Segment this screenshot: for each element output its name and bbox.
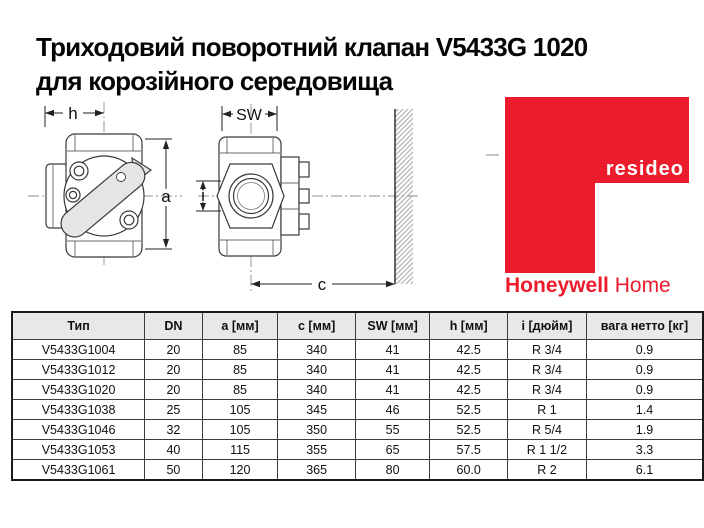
resideo-wordmark: resideo: [605, 158, 684, 180]
dim-label-sw: SW: [236, 107, 262, 124]
table-row: [12, 460, 703, 481]
table-row: [12, 440, 703, 460]
table-cell: 105: [202, 420, 278, 440]
table-cell: 85: [202, 360, 278, 380]
table-cell: 0.9: [586, 360, 703, 380]
column-header: a [мм]: [202, 312, 278, 340]
table-cell: 20: [145, 340, 203, 360]
table-row: [12, 400, 703, 420]
table-cell: 3.3: [586, 440, 703, 460]
table-cell: V5433G1061: [12, 460, 145, 481]
table-cell: R 3/4: [507, 340, 586, 360]
table-cell: 46: [355, 400, 430, 420]
dim-label-h: h: [68, 104, 78, 123]
table-cell: R 3/4: [507, 380, 586, 400]
table-cell: 0.9: [586, 340, 703, 360]
technical-drawing: [0, 0, 430, 300]
table-cell: 1.9: [586, 420, 703, 440]
table-cell: R 1: [507, 400, 586, 420]
table-cell: R 5/4: [507, 420, 586, 440]
wall-hatch: [395, 109, 413, 284]
table-cell: 365: [278, 460, 355, 481]
spec-table-head: [12, 312, 703, 340]
table-cell: 355: [278, 440, 355, 460]
dim-label-i: i: [201, 186, 205, 205]
table-cell: V5433G1020: [12, 380, 145, 400]
table-row: [12, 420, 703, 440]
resideo-logo: [505, 97, 689, 273]
page-title-line1: Триходовий поворотний клапан V5433G 1020: [36, 32, 588, 62]
spec-table: [11, 311, 704, 481]
table-row: [12, 360, 703, 380]
table-row: [12, 340, 703, 360]
table-cell: 42.5: [430, 340, 508, 360]
column-header: вага нетто [кг]: [586, 312, 703, 340]
table-cell: 80: [355, 460, 430, 481]
table-cell: 42.5: [430, 380, 508, 400]
column-header: SW [мм]: [355, 312, 430, 340]
table-cell: 85: [202, 340, 278, 360]
table-cell: R 1 1/2: [507, 440, 586, 460]
table-cell: 85: [202, 380, 278, 400]
table-cell: 41: [355, 340, 430, 360]
table-cell: 65: [355, 440, 430, 460]
table-cell: 42.5: [430, 360, 508, 380]
column-header: h [мм]: [430, 312, 508, 340]
table-cell: 41: [355, 360, 430, 380]
table-cell: 55: [355, 420, 430, 440]
dim-label-a: a: [161, 187, 171, 206]
table-cell: 350: [278, 420, 355, 440]
table-cell: 25: [145, 400, 203, 420]
column-header: c [мм]: [278, 312, 355, 340]
table-cell: 105: [202, 400, 278, 420]
stray-dash-artifact: [486, 154, 499, 156]
table-cell: 340: [278, 380, 355, 400]
table-cell: 52.5: [430, 400, 508, 420]
table-cell: R 2: [507, 460, 586, 481]
header-row: [12, 312, 703, 340]
table-cell: 60.0: [430, 460, 508, 481]
table-cell: 32: [145, 420, 203, 440]
table-cell: 50: [145, 460, 203, 481]
spec-table-body: [12, 340, 703, 481]
dim-label-c: c: [317, 275, 327, 294]
table-cell: 6.1: [586, 460, 703, 481]
table-cell: 20: [145, 360, 203, 380]
column-header: Тип: [12, 312, 145, 340]
table-row: [12, 380, 703, 400]
table-cell: V5433G1053: [12, 440, 145, 460]
table-cell: 120: [202, 460, 278, 481]
table-cell: 115: [202, 440, 278, 460]
table-cell: V5433G1012: [12, 360, 145, 380]
column-header: i [дюйм]: [507, 312, 586, 340]
table-cell: V5433G1046: [12, 420, 145, 440]
rear-flange-bolts: [299, 162, 309, 229]
table-cell: V5433G1004: [12, 340, 145, 360]
table-cell: 57.5: [430, 440, 508, 460]
table-cell: 52.5: [430, 420, 508, 440]
table-cell: 1.4: [586, 400, 703, 420]
table-cell: 41: [355, 380, 430, 400]
table-cell: 340: [278, 360, 355, 380]
table-cell: 0.9: [586, 380, 703, 400]
column-header: DN: [145, 312, 203, 340]
honeywell-home-wordmark: [505, 274, 671, 298]
side-view: [217, 137, 309, 256]
table-cell: 345: [278, 400, 355, 420]
table-cell: 40: [145, 440, 203, 460]
home-text: Home: [614, 274, 671, 297]
resideo-logo-notch: [595, 183, 689, 273]
table-cell: R 3/4: [507, 360, 586, 380]
honeywell-text: Honeywell: [505, 274, 609, 297]
table-cell: 340: [278, 340, 355, 360]
table-cell: V5433G1038: [12, 400, 145, 420]
table-cell: 20: [145, 380, 203, 400]
page-title-line2: для корозійного середовища: [36, 66, 393, 96]
front-view: [46, 134, 151, 257]
